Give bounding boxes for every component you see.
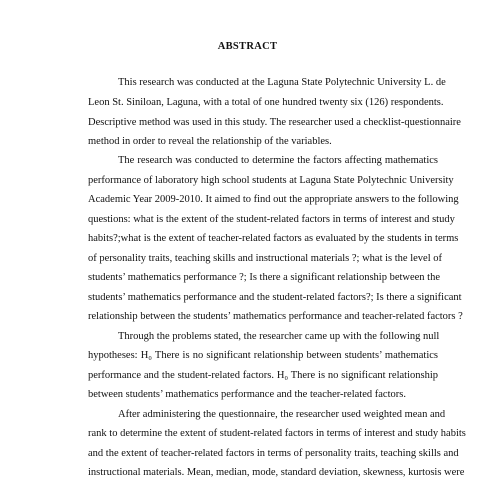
text-line: Leon St. Siniloan, Laguna, with a total of one hundred twenty six (126) respondents. — [88, 97, 444, 108]
text-line: hypotheses: H₀ There is no significant relationship between students’ mathematics — [88, 350, 438, 361]
text-line: method in order to reveal the relationship of the variables. — [88, 136, 332, 147]
text-line: performance of laboratory high school students at Laguna State Polytechnic University — [88, 175, 454, 186]
text-line: Through the problems stated, the researcher came up with the following null — [118, 331, 440, 342]
text-line: relationship between the students’ mathematics performance and teacher-related factors ? — [88, 311, 463, 322]
text-line: rank to determine the extent of student-related factors in terms of interest and study habits — [88, 428, 466, 439]
text-line: Academic Year 2009-2010. It aimed to find out the appropriate answers to the following — [88, 194, 459, 205]
text-line: between students’ mathematics performance and the teacher-related factors. — [88, 389, 406, 400]
text-line: students’ mathematics performance and the student-related factors?; Is there a significant — [88, 292, 462, 303]
text-line: instructional materials. Mean, median, mode, standard deviation, skewness, kurtosis were — [88, 467, 465, 478]
text-line: questions: what is the extent of the student-related factors in terms of interest and study — [88, 214, 455, 225]
text-line: The research was conducted to determine the factors affecting mathematics — [118, 155, 438, 166]
text-line: and the extent of teacher-related factors in terms of personality traits, teaching skills and — [88, 448, 459, 459]
text-line: After administering the questionnaire, the researcher used weighted mean and — [118, 409, 446, 420]
text-line: habits?;what is the extent of teacher-related factors as evaluated by the students in terms — [88, 233, 459, 244]
abstract-title: ABSTRACT — [217, 41, 278, 52]
text-line: of personality traits, teaching skills and instructional materials ?; what is the level of — [88, 253, 442, 264]
text-line: students’ mathematics performance ?; Is there a significant relationship between the — [88, 272, 441, 283]
text-line: Descriptive method was used in this study. The researcher used a checklist-questionnaire — [88, 117, 461, 128]
text-line: performance and the student-related factors. H₀ There is no significant relationship — [88, 370, 438, 381]
text-line: This research was conducted at the Laguna State Polytechnic University L. de — [118, 77, 446, 88]
